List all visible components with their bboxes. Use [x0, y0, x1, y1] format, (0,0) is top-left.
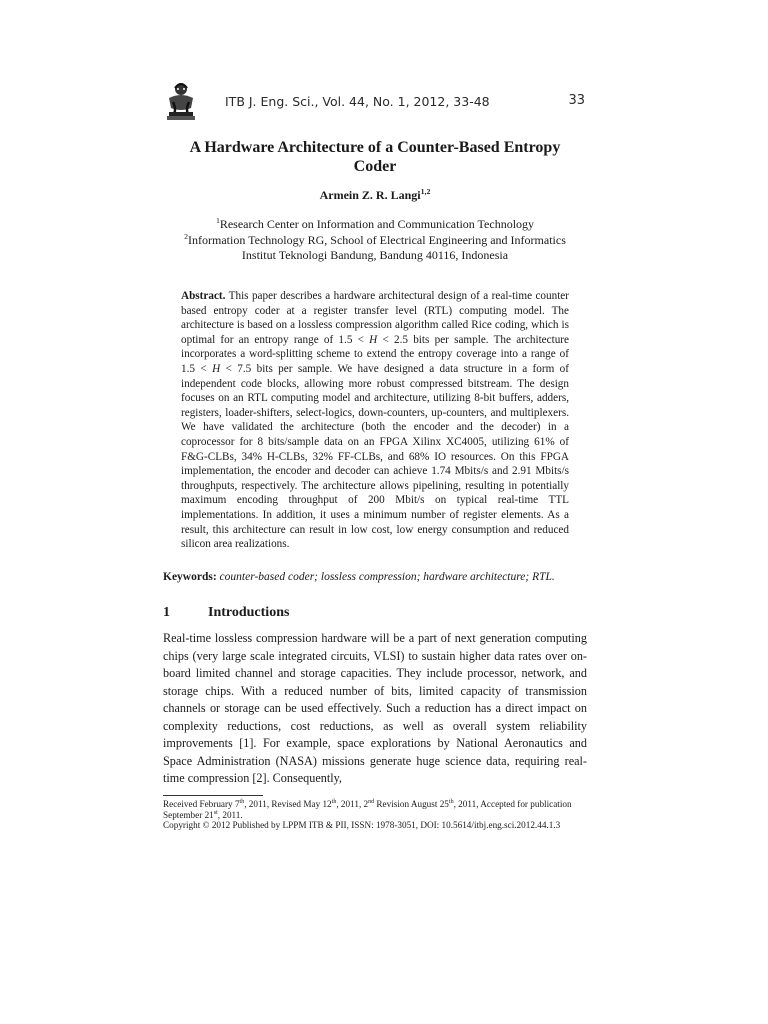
section-heading [163, 605, 587, 621]
footnote-text: Received February 7 [163, 799, 240, 809]
footnote-sup: nd [368, 798, 375, 805]
abstract-text-3: < 7.5 bits per sample. We have designed a data structure in a form of independent code blocks, allowing more robust compressed bitstream. The design focuses on an RTL computing model and architecture, utilizing 8-bit buffers, adders, registers, loader-shifters, select-logics, down-counters, up-counters, and multiplexers. We have validated the architecture (both the encoder and the decoder) in a coprocessor for 8 bits/sample data on an FPGA Xilinx XC4005, utilizing 61% of F&G-CLBs, 34% H-CLBs, 32% FF-CLBs, and 68% IO resources. On this FPGA implementation, the encoder and decoder can achieve 1.74 Mbits/s and 2.91 Mbits/s throughputs, respectively. The architecture allows pipelining, resulting in potentially maximum encoding throughput of 200 Mbit/s on typical real-time TTL implementations. In addition, it uses a minimum number of register elements. As a result, this architecture can result in low cost, low energy consumption and reduced silicon area realizations. [181, 362, 570, 551]
abstract-text-2: < 2.5 bits per sample. The architecture incorporates a word-splitting scheme to extend the entropy coverage into a range of 1.5 < [181, 333, 569, 375]
abstract [181, 289, 569, 552]
keywords-text: counter-based coder; lossless compression; hardware architecture; RTL. [216, 571, 555, 583]
journal-citation: ITB J. Eng. Sci., Vol. 44, No. 1, 2012, 33-48 [225, 94, 490, 109]
intro-paragraph: Real-time lossless compression hardware will be a part of next generation computing chips (very large scale integrated circuits, VLSI) to sustain higher data rates over on-board limited channel and storage capacities. They include processor, network, and storage chips. With a reduced number of bits, limited capacity of transmission channels or storage can be used effectively. Such a reduction has a direct impact on complexity reductions, cost reductions, as well as overall system reliability improvements [1]. For example, space explorations by National Aeronautics and Space Administration (NASA) missions generate huge science data, requiring real-time compression [2]. Consequently, [163, 631, 587, 785]
itb-ganesha-logo-icon [163, 82, 199, 122]
keywords [163, 570, 587, 585]
footnote-text: , 2011, 2 [336, 799, 369, 809]
section-number: 1 [163, 605, 170, 620]
footnote-text: , 2011. [217, 809, 243, 820]
entropy-symbol: H [212, 362, 221, 375]
affiliation-3-text: Institut Teknologi Bandung, Bandung 40116, Indonesia [241, 248, 509, 262]
received-dates [163, 799, 587, 820]
footnote-sup: st [213, 809, 218, 816]
section-title: Introductions [208, 605, 290, 620]
footnote-text: , 2011, Accepted for publication September 21 [163, 799, 572, 820]
copyright-line: Copyright © 2012 Published by LPPM ITB & PII, ISSN: 1978-3051, DOI: 10.5614/itbj.eng.sci.2012.44.1.3 [163, 820, 561, 830]
affiliation-2 [163, 233, 587, 249]
affiliations [163, 217, 587, 264]
page-number: 33 [568, 93, 585, 108]
title-line-2: Coder [353, 158, 397, 175]
footnote-sup: th [331, 798, 337, 805]
footnote-text: Revision August 25 [374, 799, 449, 809]
entropy-symbol: H [369, 333, 378, 346]
affiliation-2-text: Information Technology RG, School of Electrical Engineering and Informatics [188, 232, 566, 247]
author-text: Armein Z. R. Langi [319, 188, 421, 202]
footnote-sup: th [448, 798, 454, 805]
affiliation-1-text: Research Center on Information and Communication Technology [219, 217, 535, 231]
author-name [163, 188, 587, 203]
keywords-label: Keywords: [163, 571, 217, 583]
abstract-text-1: This paper describes a hardware architectural design of a real-time counter based entropy coder at a register transfer level (RTL) computing model. The architecture is based on a lossless compression algorithm called Rice coding, which is optimal for an entropy range of 1.5 < [181, 290, 569, 346]
affiliation-1-sup: 1 [215, 216, 220, 225]
affiliation-2-sup: 2 [184, 231, 189, 241]
abstract-label: Abstract. [181, 290, 226, 302]
affiliation-3 [163, 248, 587, 264]
footnote-divider [163, 795, 263, 796]
running-header [163, 82, 587, 122]
footnote-sup: th [239, 798, 245, 805]
footnote [163, 799, 587, 831]
title-line-1: A Hardware Architecture of a Counter-Based Entropy [189, 139, 561, 156]
author-affiliation-sup: 1,2 [420, 187, 431, 196]
footnote-text: , 2011, Revised May 12 [244, 799, 332, 809]
affiliation-1 [163, 217, 587, 233]
paper-title [163, 138, 587, 176]
